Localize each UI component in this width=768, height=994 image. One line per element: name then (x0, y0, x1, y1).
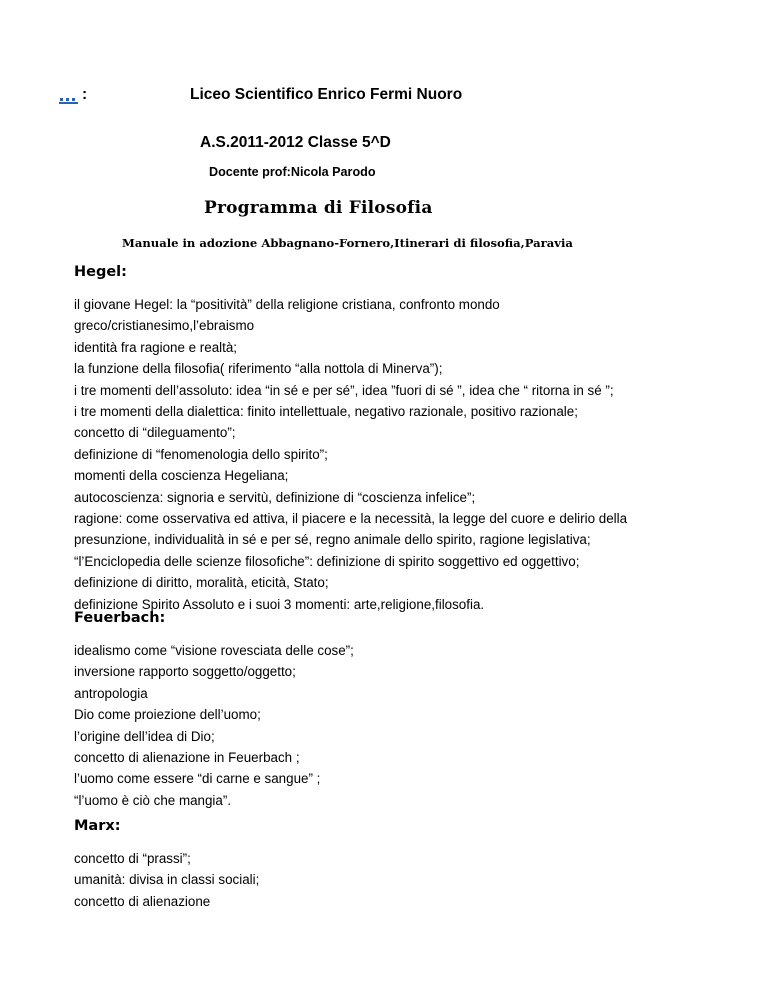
list-item: i tre momenti dell’assoluto: idea “in sé e per sé”, idea ”fuori di sé ”, idea che “ ritorna in sé ”; (74, 382, 614, 398)
list-item: autocoscienza: signoria e servitù, definizione di “coscienza infelice”; (74, 489, 476, 505)
list-item: concetto di “prassi”; (74, 851, 191, 866)
section-heading-marx: Marx: (74, 818, 121, 834)
list-item: l’uomo come essere “di carne e sangue” ; (74, 771, 321, 787)
list-item: il giovane Hegel: la “positività” della religione cristiana, confronto mondo (74, 297, 500, 312)
list-item: concetto di alienazione in Feuerbach ; (74, 750, 300, 766)
list-item: concetto di “dileguamento”; (74, 425, 236, 441)
list-item: “l’Enciclopedia delle scienze filosofiche”: definizione di spirito soggettivo ed oggettivo; (74, 553, 580, 569)
teacher-name: Docente prof:Nicola Parodo (209, 165, 376, 179)
list-item: “l’uomo è ciò che mangia”. (74, 792, 232, 808)
list-item: definizione di “fenomenologia dello spirito”; (74, 446, 328, 462)
school-name: Liceo Scientifico Enrico Fermi Nuoro (190, 86, 463, 103)
list-item: la funzione della filosofia( riferimento “alla nottola di Minerva”); (74, 361, 443, 377)
school-year-class: A.S.2011-2012 Classe 5^D (200, 134, 391, 151)
hegel-topic-list (74, 294, 627, 615)
list-item: inversione rapporto soggetto/oggetto; (74, 664, 296, 680)
list-item: ragione: come osservativa ed attiva, il piacere e la necessità, la legge del cuore e delirio della (74, 511, 628, 527)
list-item: i tre momenti della dialettica: finito intellettuale, negativo razionale, positivo razionale; (74, 404, 578, 420)
list-item: idealismo come “visione rovesciata delle cose”; (74, 643, 354, 658)
section-heading-feuerbach: Feuerbach: (74, 610, 166, 626)
feuerbach-topic-list (74, 640, 354, 811)
list-item: umanità: divisa in classi sociali; (74, 872, 260, 888)
list-item: momenti della coscienza Hegeliana; (74, 468, 289, 484)
list-item: concetto di alienazione (74, 893, 211, 909)
list-item: Dio come proiezione dell’uomo; (74, 707, 261, 723)
marx-topic-list (74, 848, 259, 912)
list-item: definizione di diritto, moralità, eticità, Stato; (74, 575, 329, 591)
section-heading-hegel: Hegel: (74, 264, 127, 280)
logo-icon (59, 95, 78, 104)
list-item: definizione Spirito Assoluto e i suoi 3 momenti: arte,religione,filosofia. (74, 596, 485, 612)
list-item: identità fra ragione e realtà; (74, 339, 238, 355)
list-item: presunzione, individualità in sé e per sé, regno animale dello spirito, ragione legislativa; (74, 532, 591, 548)
list-item: greco/cristianesimo,l’ebraismo (74, 318, 255, 334)
textbook-line: Manuale in adozione Abbagnano-Fornero,Itinerari di filosofia,Paravia (122, 236, 573, 250)
document-title: Programma di Filosofia (204, 198, 433, 218)
list-item: l’origine dell’idea di Dio; (74, 728, 215, 744)
list-item: antropologia (74, 685, 148, 701)
header-prefix: : (82, 86, 88, 103)
